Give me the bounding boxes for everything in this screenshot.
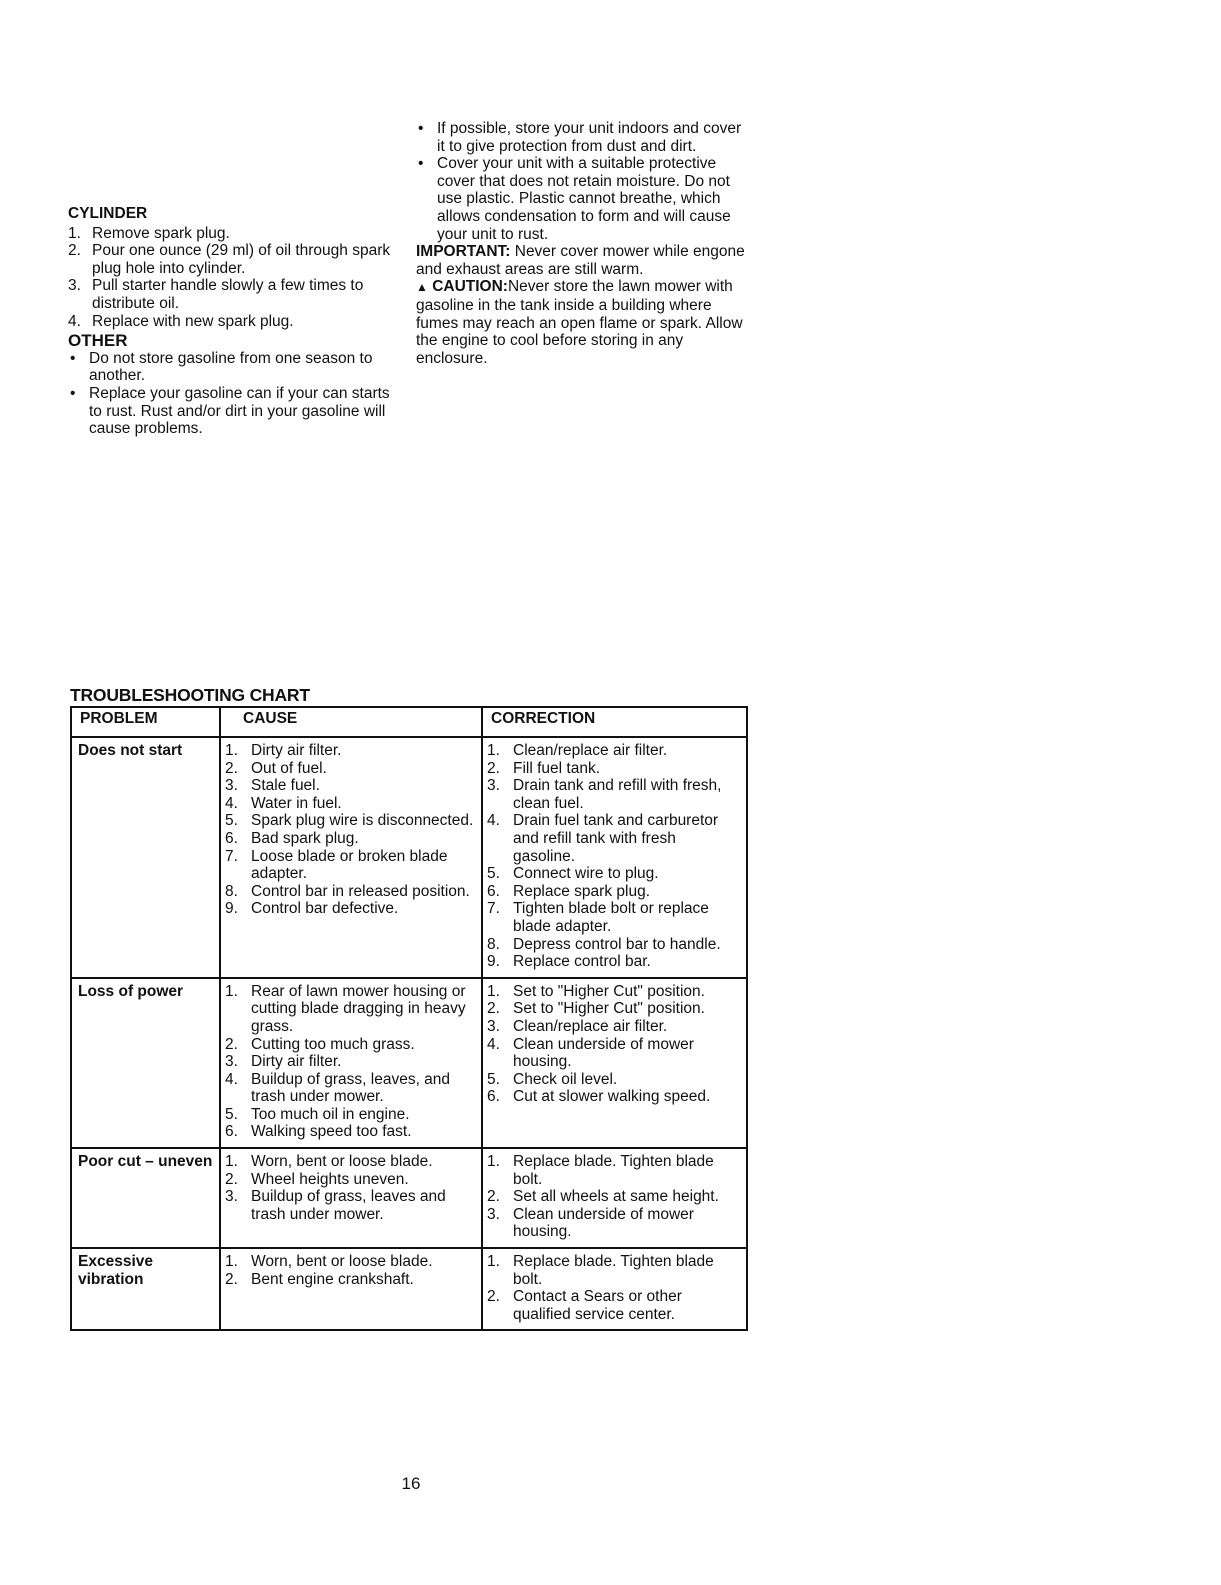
item-text: Drain fuel tank and carburetor and refill tank with fresh gasoline.: [513, 812, 719, 865]
item-text: Wheel heights uneven.: [251, 1170, 409, 1188]
cause-item: [225, 1271, 477, 1289]
item-text: Cut at slower walking speed.: [513, 1088, 711, 1106]
item-text: Water in fuel.: [251, 794, 342, 812]
item-text: Contact a Sears or other qualified service center.: [513, 1288, 682, 1323]
item-text: Loose blade or broken blade adapter.: [251, 847, 448, 883]
item-number: 7.: [225, 847, 238, 865]
item-number: 1.: [225, 1253, 238, 1271]
header-correction: CORRECTION: [482, 707, 747, 737]
other-bullets-list: [68, 350, 398, 438]
item-text: Control bar in released position.: [251, 882, 470, 900]
item-text: Set all wheels at same height.: [513, 1188, 719, 1206]
item-text: Tighten blade bolt or replace blade adapter.: [513, 900, 709, 935]
cylinder-steps-list: [68, 225, 398, 331]
correction-item: [487, 1206, 742, 1241]
cause-cell: [220, 1248, 482, 1330]
bullet-icon: •: [70, 384, 76, 402]
item-number: 9.: [487, 953, 500, 971]
item-number: 6.: [487, 1088, 500, 1106]
item-number: 3.: [487, 777, 500, 795]
correction-item: [487, 1153, 742, 1188]
item-number: 8.: [487, 935, 500, 953]
correction-item: [487, 953, 742, 971]
item-number: 9.: [225, 900, 238, 918]
item-text: Control bar defective.: [251, 900, 399, 918]
important-text: Never cover mower while engone and exhaust areas are still warm.: [416, 243, 745, 278]
table-row: [71, 978, 747, 1148]
header-cause: CAUSE: [220, 707, 482, 737]
item-number: 1.: [487, 1153, 500, 1171]
item-number: 2.: [487, 759, 500, 777]
cause-item: [225, 1036, 477, 1054]
item-text: Replace control bar.: [513, 953, 651, 971]
problem-cell: Poor cut – uneven: [71, 1148, 220, 1248]
item-number: 1.: [487, 1253, 500, 1271]
cause-item: [225, 742, 477, 760]
chart-title: TROUBLESHOOTING CHART: [70, 685, 310, 705]
correction-cell: [482, 1148, 747, 1248]
step-text: Replace with new spark plug.: [92, 312, 294, 330]
table-row: [71, 1148, 747, 1248]
item-number: 1.: [225, 982, 238, 1000]
item-number: 6.: [487, 882, 500, 900]
item-text: Stale fuel.: [251, 777, 320, 795]
correction-item: [487, 1088, 742, 1106]
correction-cell: [482, 978, 747, 1148]
step-number: 1.: [68, 224, 81, 242]
caution-label: CAUTION:: [427, 278, 508, 296]
item-text: Too much oil in engine.: [251, 1105, 410, 1123]
item-number: 1.: [487, 982, 500, 1000]
item-text: Dirty air filter.: [251, 1053, 342, 1071]
item-number: 3.: [225, 777, 238, 795]
cause-cell: [220, 1148, 482, 1248]
list-item: [68, 350, 398, 385]
cause-item: [225, 777, 477, 795]
cause-item: [225, 1171, 477, 1189]
item-number: 5.: [487, 865, 500, 883]
item-text: Fill fuel tank.: [513, 759, 601, 777]
cause-item: [225, 848, 477, 883]
table-row: [71, 737, 747, 978]
item-text: Spark plug wire is disconnected.: [251, 812, 474, 830]
item-text: Walking speed too fast.: [251, 1123, 412, 1141]
storage-bullets-list: [416, 120, 746, 243]
cause-item: [225, 1123, 477, 1141]
correction-item: [487, 777, 742, 812]
item-text: Worn, bent or loose blade.: [251, 1153, 433, 1171]
table-row: [71, 1248, 747, 1330]
cause-cell: [220, 978, 482, 1148]
table-body: [71, 737, 747, 1330]
step-text: Remove spark plug.: [92, 224, 230, 242]
warning-triangle-icon: ▲: [416, 280, 428, 295]
item-text: Bent engine crankshaft.: [251, 1270, 414, 1288]
cause-item: [225, 1153, 477, 1171]
problem-cell: Does not start: [71, 737, 220, 978]
item-number: 5.: [225, 1105, 238, 1123]
correction-item: [487, 1071, 742, 1089]
correction-item: [487, 1036, 742, 1071]
step-number: 2.: [68, 242, 81, 260]
item-text: Set to "Higher Cut" position.: [513, 982, 705, 1000]
item-number: 2.: [225, 759, 238, 777]
item-text: Bad spark plug.: [251, 829, 359, 847]
correction-item: [487, 983, 742, 1001]
item-number: 4.: [225, 1070, 238, 1088]
correction-item: [487, 742, 742, 760]
item-number: 4.: [225, 794, 238, 812]
caution-note: [416, 278, 746, 367]
bullet-text: Do not store gasoline from one season to another.: [89, 349, 373, 385]
bullet-icon: •: [418, 120, 424, 137]
list-item: [68, 225, 398, 243]
correction-item: [487, 1018, 742, 1036]
item-text: Rear of lawn mower housing or cutting blade dragging in heavy grass.: [251, 982, 466, 1035]
cause-item: [225, 1253, 477, 1271]
cylinder-heading: CYLINDER: [68, 205, 148, 222]
item-number: 2.: [225, 1035, 238, 1053]
correction-item: [487, 1188, 742, 1206]
cause-item: [225, 795, 477, 813]
item-number: 1.: [225, 1153, 238, 1171]
item-number: 5.: [487, 1070, 500, 1088]
cause-cell: [220, 737, 482, 978]
header-problem: PROBLEM: [71, 707, 220, 737]
item-number: 3.: [487, 1017, 500, 1035]
correction-item: [487, 900, 742, 935]
item-number: 8.: [225, 882, 238, 900]
correction-item: [487, 1000, 742, 1018]
item-text: Depress control bar to handle.: [513, 935, 721, 953]
item-number: 2.: [225, 1270, 238, 1288]
bullet-text: If possible, store your unit indoors and cover it to give protection from dust and dirt.: [437, 120, 742, 155]
problem-cell: Excessive vibration: [71, 1248, 220, 1330]
item-text: Check oil level.: [513, 1070, 618, 1088]
item-text: Connect wire to plug.: [513, 865, 659, 883]
list-item: [68, 242, 398, 277]
item-text: Drain tank and refill with fresh, clean fuel.: [513, 777, 722, 812]
item-text: Dirty air filter.: [251, 742, 342, 759]
item-text: Set to "Higher Cut" position.: [513, 1000, 705, 1018]
caution-text: Never store the lawn mower with gasoline in the tank inside a building where fumes may reach an open flame or spark. Allow the engine to cool before storing in any enclosure.: [416, 278, 743, 367]
item-number: 6.: [225, 1123, 238, 1141]
item-number: 5.: [225, 812, 238, 830]
cause-item: [225, 883, 477, 901]
cause-item: [225, 1071, 477, 1106]
correction-cell: [482, 1248, 747, 1330]
important-label: IMPORTANT:: [416, 243, 511, 261]
table-header-row: [71, 707, 747, 737]
cause-item: [225, 1188, 477, 1223]
item-text: Cutting too much grass.: [251, 1035, 415, 1053]
cause-item: [225, 830, 477, 848]
item-text: Clean/replace air filter.: [513, 742, 668, 759]
correction-item: [487, 883, 742, 901]
item-text: Worn, bent or loose blade.: [251, 1253, 433, 1271]
item-number: 2.: [225, 1170, 238, 1188]
cause-item: [225, 812, 477, 830]
item-number: 3.: [225, 1053, 238, 1071]
correction-item: [487, 936, 742, 954]
item-number: 4.: [487, 1035, 500, 1053]
cause-item: [225, 1106, 477, 1124]
troubleshooting-table: [70, 706, 748, 1331]
item-number: 3.: [487, 1205, 500, 1223]
item-text: Out of fuel.: [251, 759, 327, 777]
item-text: Clean underside of mower housing.: [513, 1205, 694, 1241]
left-column: [68, 205, 398, 438]
cause-item: [225, 1053, 477, 1071]
correction-item: [487, 865, 742, 883]
bullet-icon: •: [418, 155, 424, 173]
problem-cell: Loss of power: [71, 978, 220, 1148]
correction-item: [487, 760, 742, 778]
bullet-text: Cover your unit with a suitable protective cover that does not retain moisture. Do not use plastic. Plastic cannot breathe, which allows condensation to form and will cause your unit to rust.: [437, 155, 731, 243]
step-text: Pour one ounce (29 ml) of oil through spark plug hole into cylinder.: [92, 242, 391, 277]
step-text: Pull starter handle slowly a few times to distribute oil.: [92, 277, 364, 312]
cause-item: [225, 760, 477, 778]
other-heading: OTHER: [68, 331, 128, 351]
item-text: Clean/replace air filter.: [513, 1017, 668, 1035]
correction-item: [487, 1253, 742, 1288]
cause-item: [225, 900, 477, 918]
item-text: Replace blade. Tighten blade bolt.: [513, 1153, 714, 1188]
correction-item: [487, 812, 742, 865]
page-number: 16: [401, 1474, 421, 1493]
item-number: 1.: [225, 742, 238, 759]
step-number: 3.: [68, 277, 81, 295]
list-item: [416, 155, 746, 243]
item-number: 1.: [487, 742, 500, 759]
list-item: [68, 313, 398, 331]
item-text: Replace spark plug.: [513, 882, 650, 900]
item-number: 2.: [487, 1188, 500, 1206]
item-text: Replace blade. Tighten blade bolt.: [513, 1253, 714, 1288]
correction-cell: [482, 737, 747, 978]
list-item: [416, 120, 746, 155]
item-number: 4.: [487, 812, 500, 830]
item-text: Clean underside of mower housing.: [513, 1035, 694, 1071]
list-item: [68, 385, 398, 438]
list-item: [68, 277, 398, 312]
item-number: 3.: [225, 1188, 238, 1206]
item-text: Buildup of grass, leaves, and trash under mower.: [251, 1070, 451, 1106]
bullet-icon: •: [70, 349, 76, 367]
step-number: 4.: [68, 312, 81, 330]
item-text: Buildup of grass, leaves and trash under mower.: [251, 1188, 446, 1223]
item-number: 6.: [225, 829, 238, 847]
item-number: 7.: [487, 900, 500, 918]
right-column: [416, 120, 746, 367]
correction-item: [487, 1288, 742, 1323]
important-note: [416, 243, 746, 278]
bullet-text: Replace your gasoline can if your can starts to rust. Rust and/or dirt in your gasoline will cause problems.: [89, 384, 390, 438]
item-number: 2.: [487, 1000, 500, 1018]
cause-item: [225, 983, 477, 1036]
item-number: 2.: [487, 1288, 500, 1306]
